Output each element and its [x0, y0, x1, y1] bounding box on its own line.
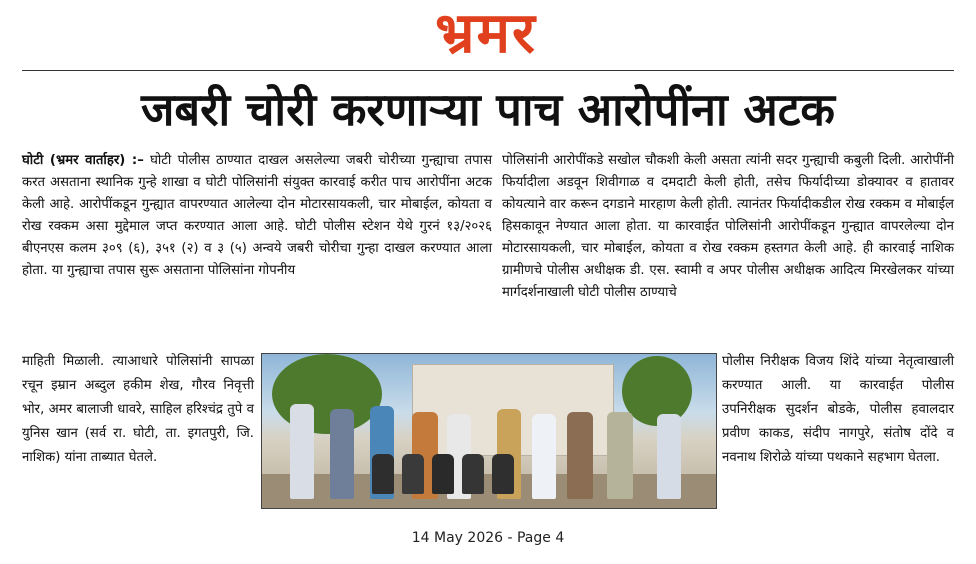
article-dateline: घोटी (भ्रमर वार्ताहर) :–	[22, 153, 144, 168]
newspaper-logo: भ्रमर	[435, 1, 537, 66]
article-column-right	[502, 150, 954, 304]
article-text-right-bottom: पोलीस निरीक्षक विजय शिंदे यांच्या नेतृत्वाखाली करण्यात आली. या कारवाईत पोलीस उपनिरीक्षक सुदर्शन बोडके, पोलीस हवालदार प्रवीण काकड, संदीप नागपुरे, संतोष दोंदे व नवनाथ शिरोळे यांच्या पथकाने सहभाग घेतला.	[722, 354, 954, 465]
accused-figure	[372, 454, 394, 494]
accused-figure	[462, 454, 484, 494]
article-column-left	[22, 150, 492, 282]
news-photo	[261, 353, 717, 509]
officer-figure	[607, 412, 633, 499]
article-text-left-bottom: माहिती मिळाली. त्याआधारे पोलिसांनी सापळा रचून इम्रान अब्दुल हकीम शेख, गौरव निवृत्ती भोर, अमर बालाजी धावरे, साहिल हरिश्चंद्र तुपे व युनिस खान (सर्व रा. घोटी, ता. इगतपुरी, जि. नाशिक) यांना ताब्यात घेतले.	[22, 354, 254, 465]
accused-figure	[432, 454, 454, 494]
accused-figure	[492, 454, 514, 494]
accused-figure	[402, 454, 424, 494]
masthead	[0, 0, 976, 70]
article-text-left-top: घोटी पोलीस ठाण्यात दाखल असलेल्या जबरी चोरीच्या गुन्ह्याचा तपास करत असताना स्थानिक गुन्हे शाखा व घोटी पोलिसांनी संयुक्त कारवाई करीत पाच आरोपींना अटक केली आहे. आरोपींकडून गुन्ह्यात वापरण्यात आलेल्या दोन मोटारसायकली, चार मोबाईल, कोयता व रोख रक्कम असा मुद्देमाल जप्त करण्यात आला आहे. घोटी पोलीस स्टेशन येथे गुरनं १३/२०२६ बीएनएस कलम ३०९ (६), ३५१ (२) व ३ (५) अन्वये जबरी चोरीचा गुन्हा दाखल करण्यात आला होता. या गुन्ह्याचा तपास सुरू असताना पोलिसांना गोपनीय	[22, 153, 493, 278]
officer-figure	[290, 404, 314, 499]
page-footer: 14 May 2026 - Page 4	[411, 530, 565, 546]
officer-figure	[330, 409, 354, 499]
masthead-divider	[22, 70, 954, 71]
article-headline: जबरी चोरी करणाऱ्या पाच आरोपींना अटक	[141, 83, 835, 136]
tree-left	[272, 354, 382, 434]
officer-figure	[657, 414, 681, 499]
article-text-right-top: पोलिसांनी आरोपींकडे सखोल चौकशी केली असता त्यांनी सदर गुन्ह्याची कबुली दिली. आरोपींनी फिर्यादीला अडवून शिवीगाळ व दमदाटी केली होती, तसेच फिर्यादीच्या डोक्यावर व हातावर कोयत्याने वार करून दगडाने मारहाण केली होती. त्यानंतर फिर्यादीकडील रोख रक्कम व मोबाईल हिसकावून नेण्यात आला होता. या कारवाईत पोलिसांनी आरोपींकडून गुन्ह्यात वापरलेल्या दोन मोटारसायकली, चार मोबाईल, कोयता व रोख रक्कम हस्तगत केली आहे. ही कारवाई नाशिक ग्रामीणचे पोलीस अधीक्षक डी. एस. स्वामी व अपर पोलीस अधीक्षक आदित्य मिरखेलकर यांच्या मार्गदर्शनाखाली घोटी पोलीस ठाण्याचे	[502, 153, 954, 300]
news-photo-frame	[258, 350, 718, 510]
officer-figure	[532, 414, 556, 499]
officer-figure	[567, 412, 593, 499]
